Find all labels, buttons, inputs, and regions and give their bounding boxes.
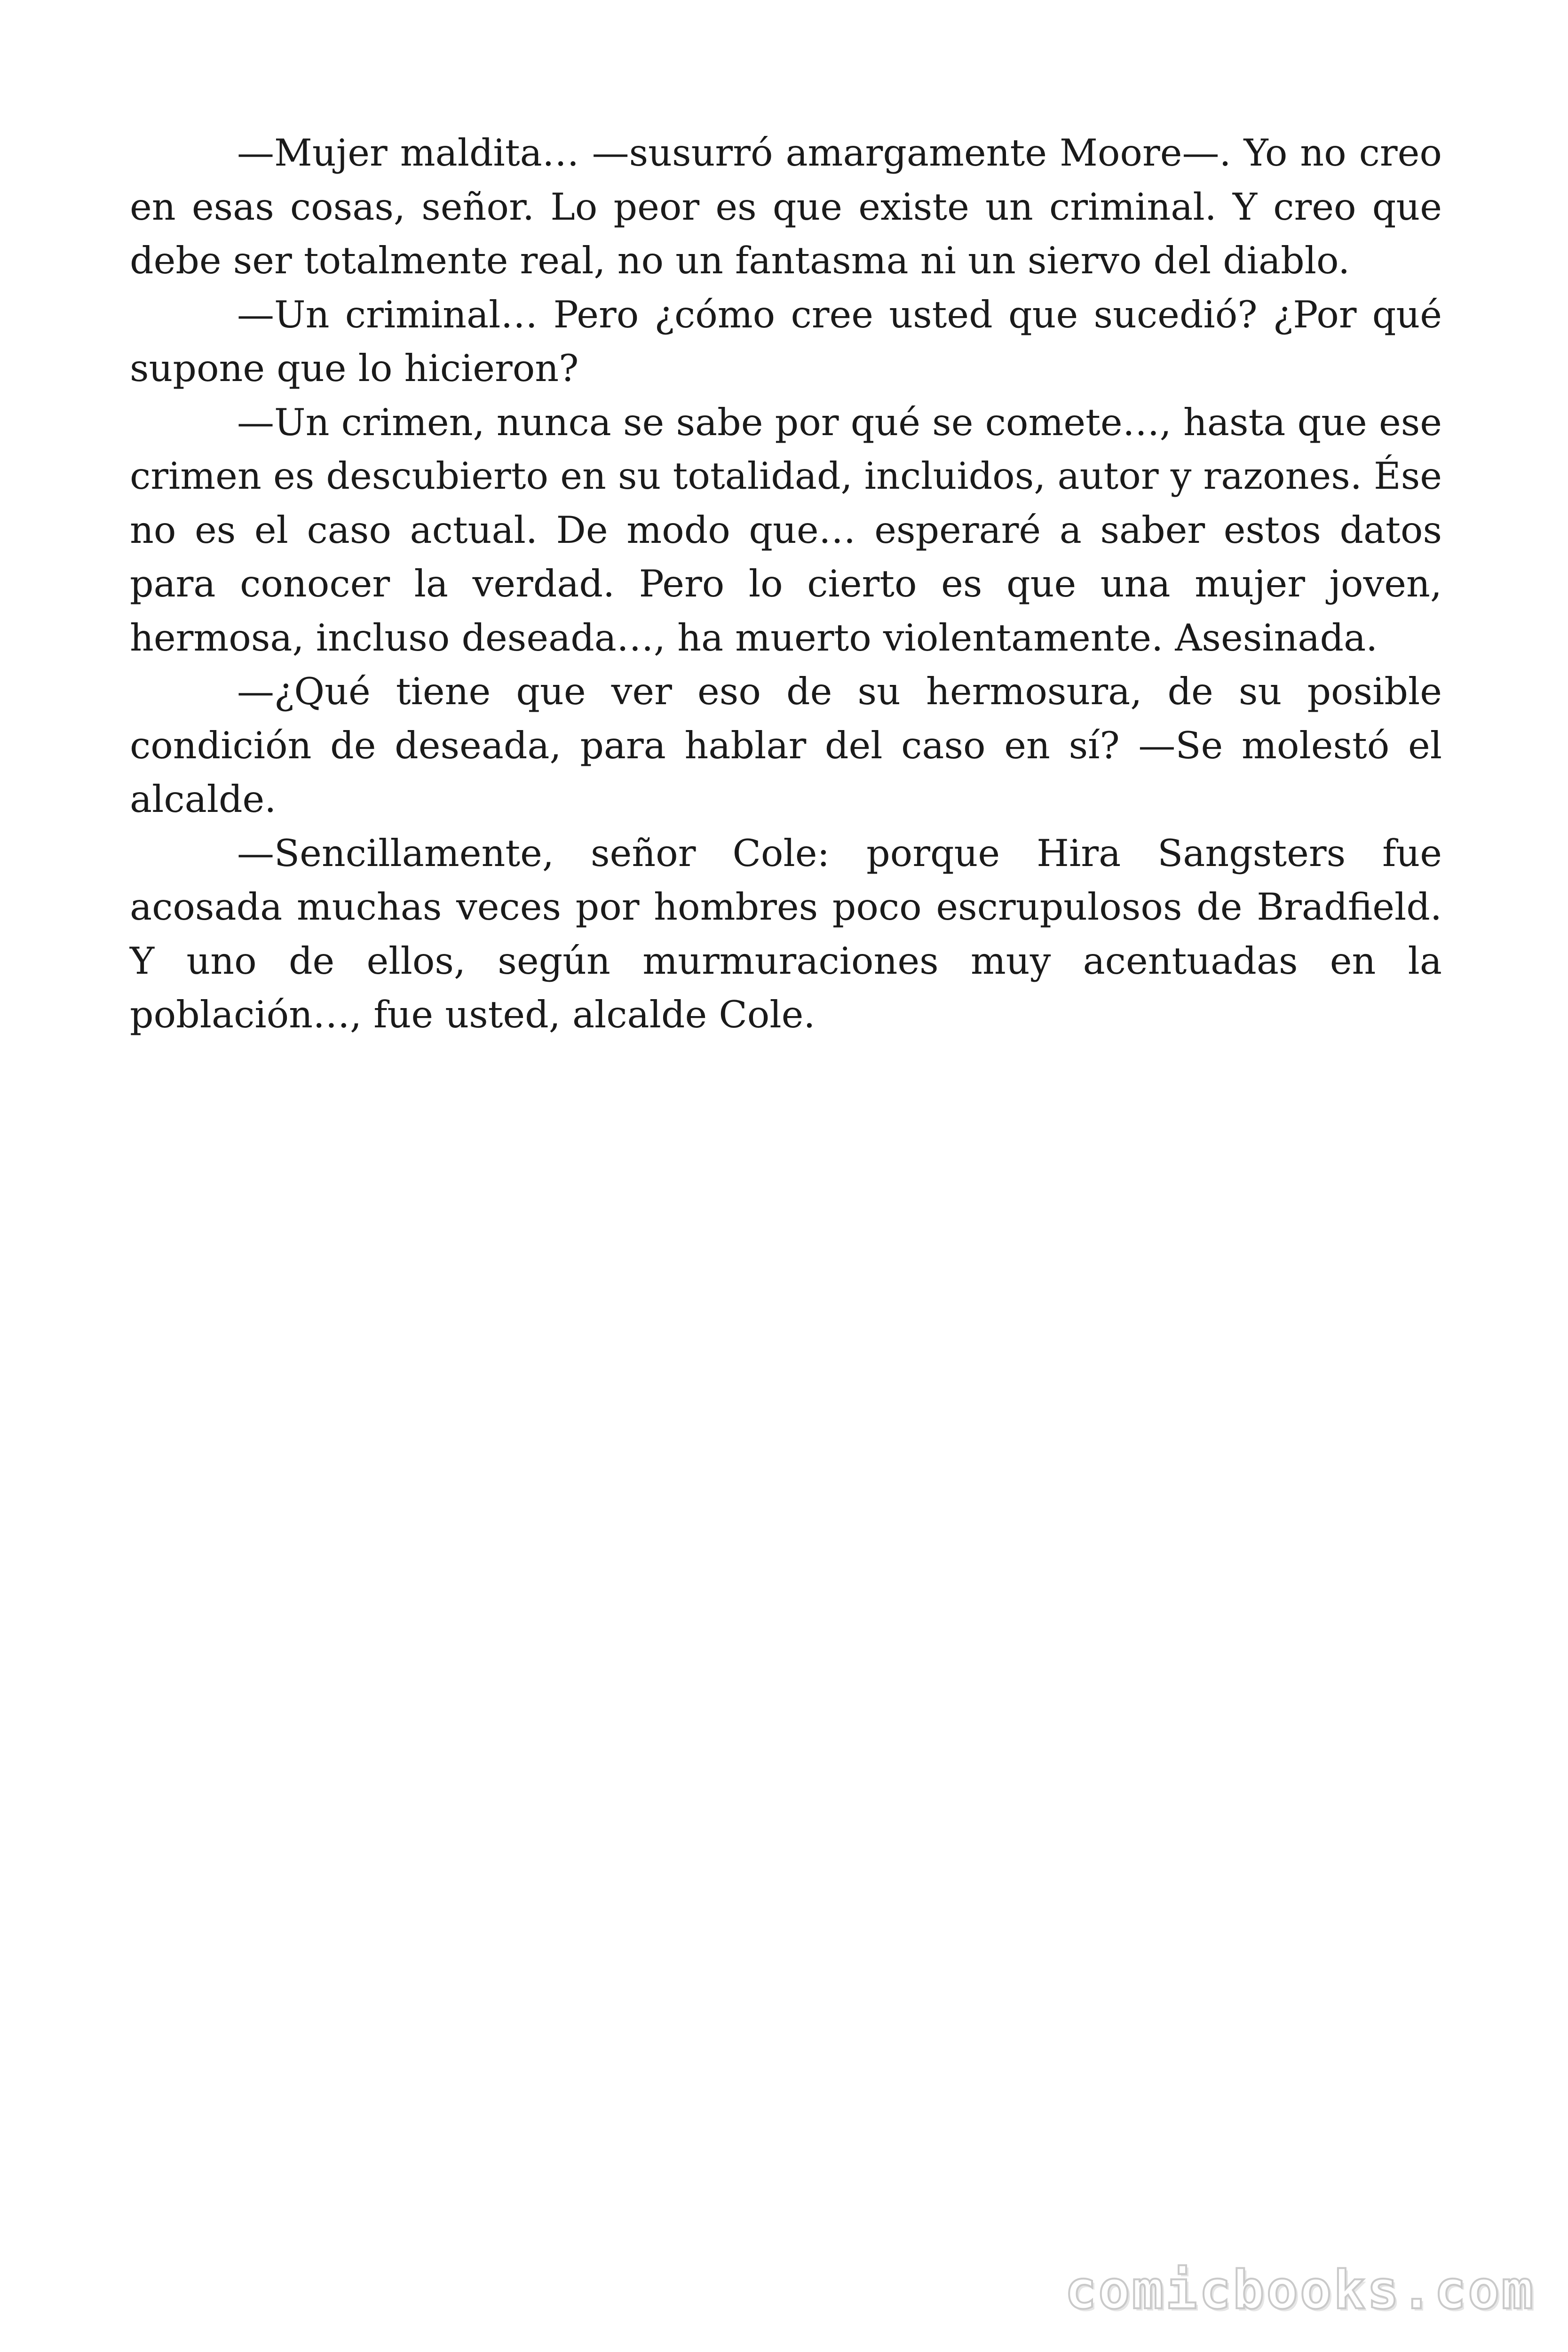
- paragraph-3: —Un crimen, nunca se sabe por qué se comete…, hasta que ese crimen es descubierto en su totalidad, incluidos, autor y razones. Ése no es el caso actual. De modo que… esperaré a saber estos datos para conocer la verdad. Pero lo cierto es que una mujer joven, hermosa, incluso deseada…, ha muerto violentamente. Asesinada.: [130, 400, 1442, 660]
- paragraph-4: —¿Qué tiene que ver eso de su hermosura, de su posible condición de deseada, para hablar del caso en sí? —Se molestó el alcalde.: [130, 670, 1442, 821]
- body-text: [130, 126, 1442, 1042]
- paragraph-2: —Un criminal… Pero ¿cómo cree usted que sucedió? ¿Por qué supone que lo hicieron?: [130, 293, 1442, 390]
- watermark: comicbooks.com: [1064, 2260, 1535, 2321]
- paragraph-5: —Sencillamente, señor Cole: porque Hira Sangsters fue acosada muchas veces por hombres poco escrupulosos de Bradfield. Y uno de ellos, según murmuraciones muy acentuadas en la población…, fue usted, alcalde Cole.: [130, 831, 1442, 1036]
- paragraph-1: —Mujer maldita… —susurró amargamente Moore—. Yo no creo en esas cosas, señor. Lo peor es que existe un criminal. Y creo que debe ser totalmente real, no un fantasma ni un siervo del diablo.: [130, 131, 1442, 282]
